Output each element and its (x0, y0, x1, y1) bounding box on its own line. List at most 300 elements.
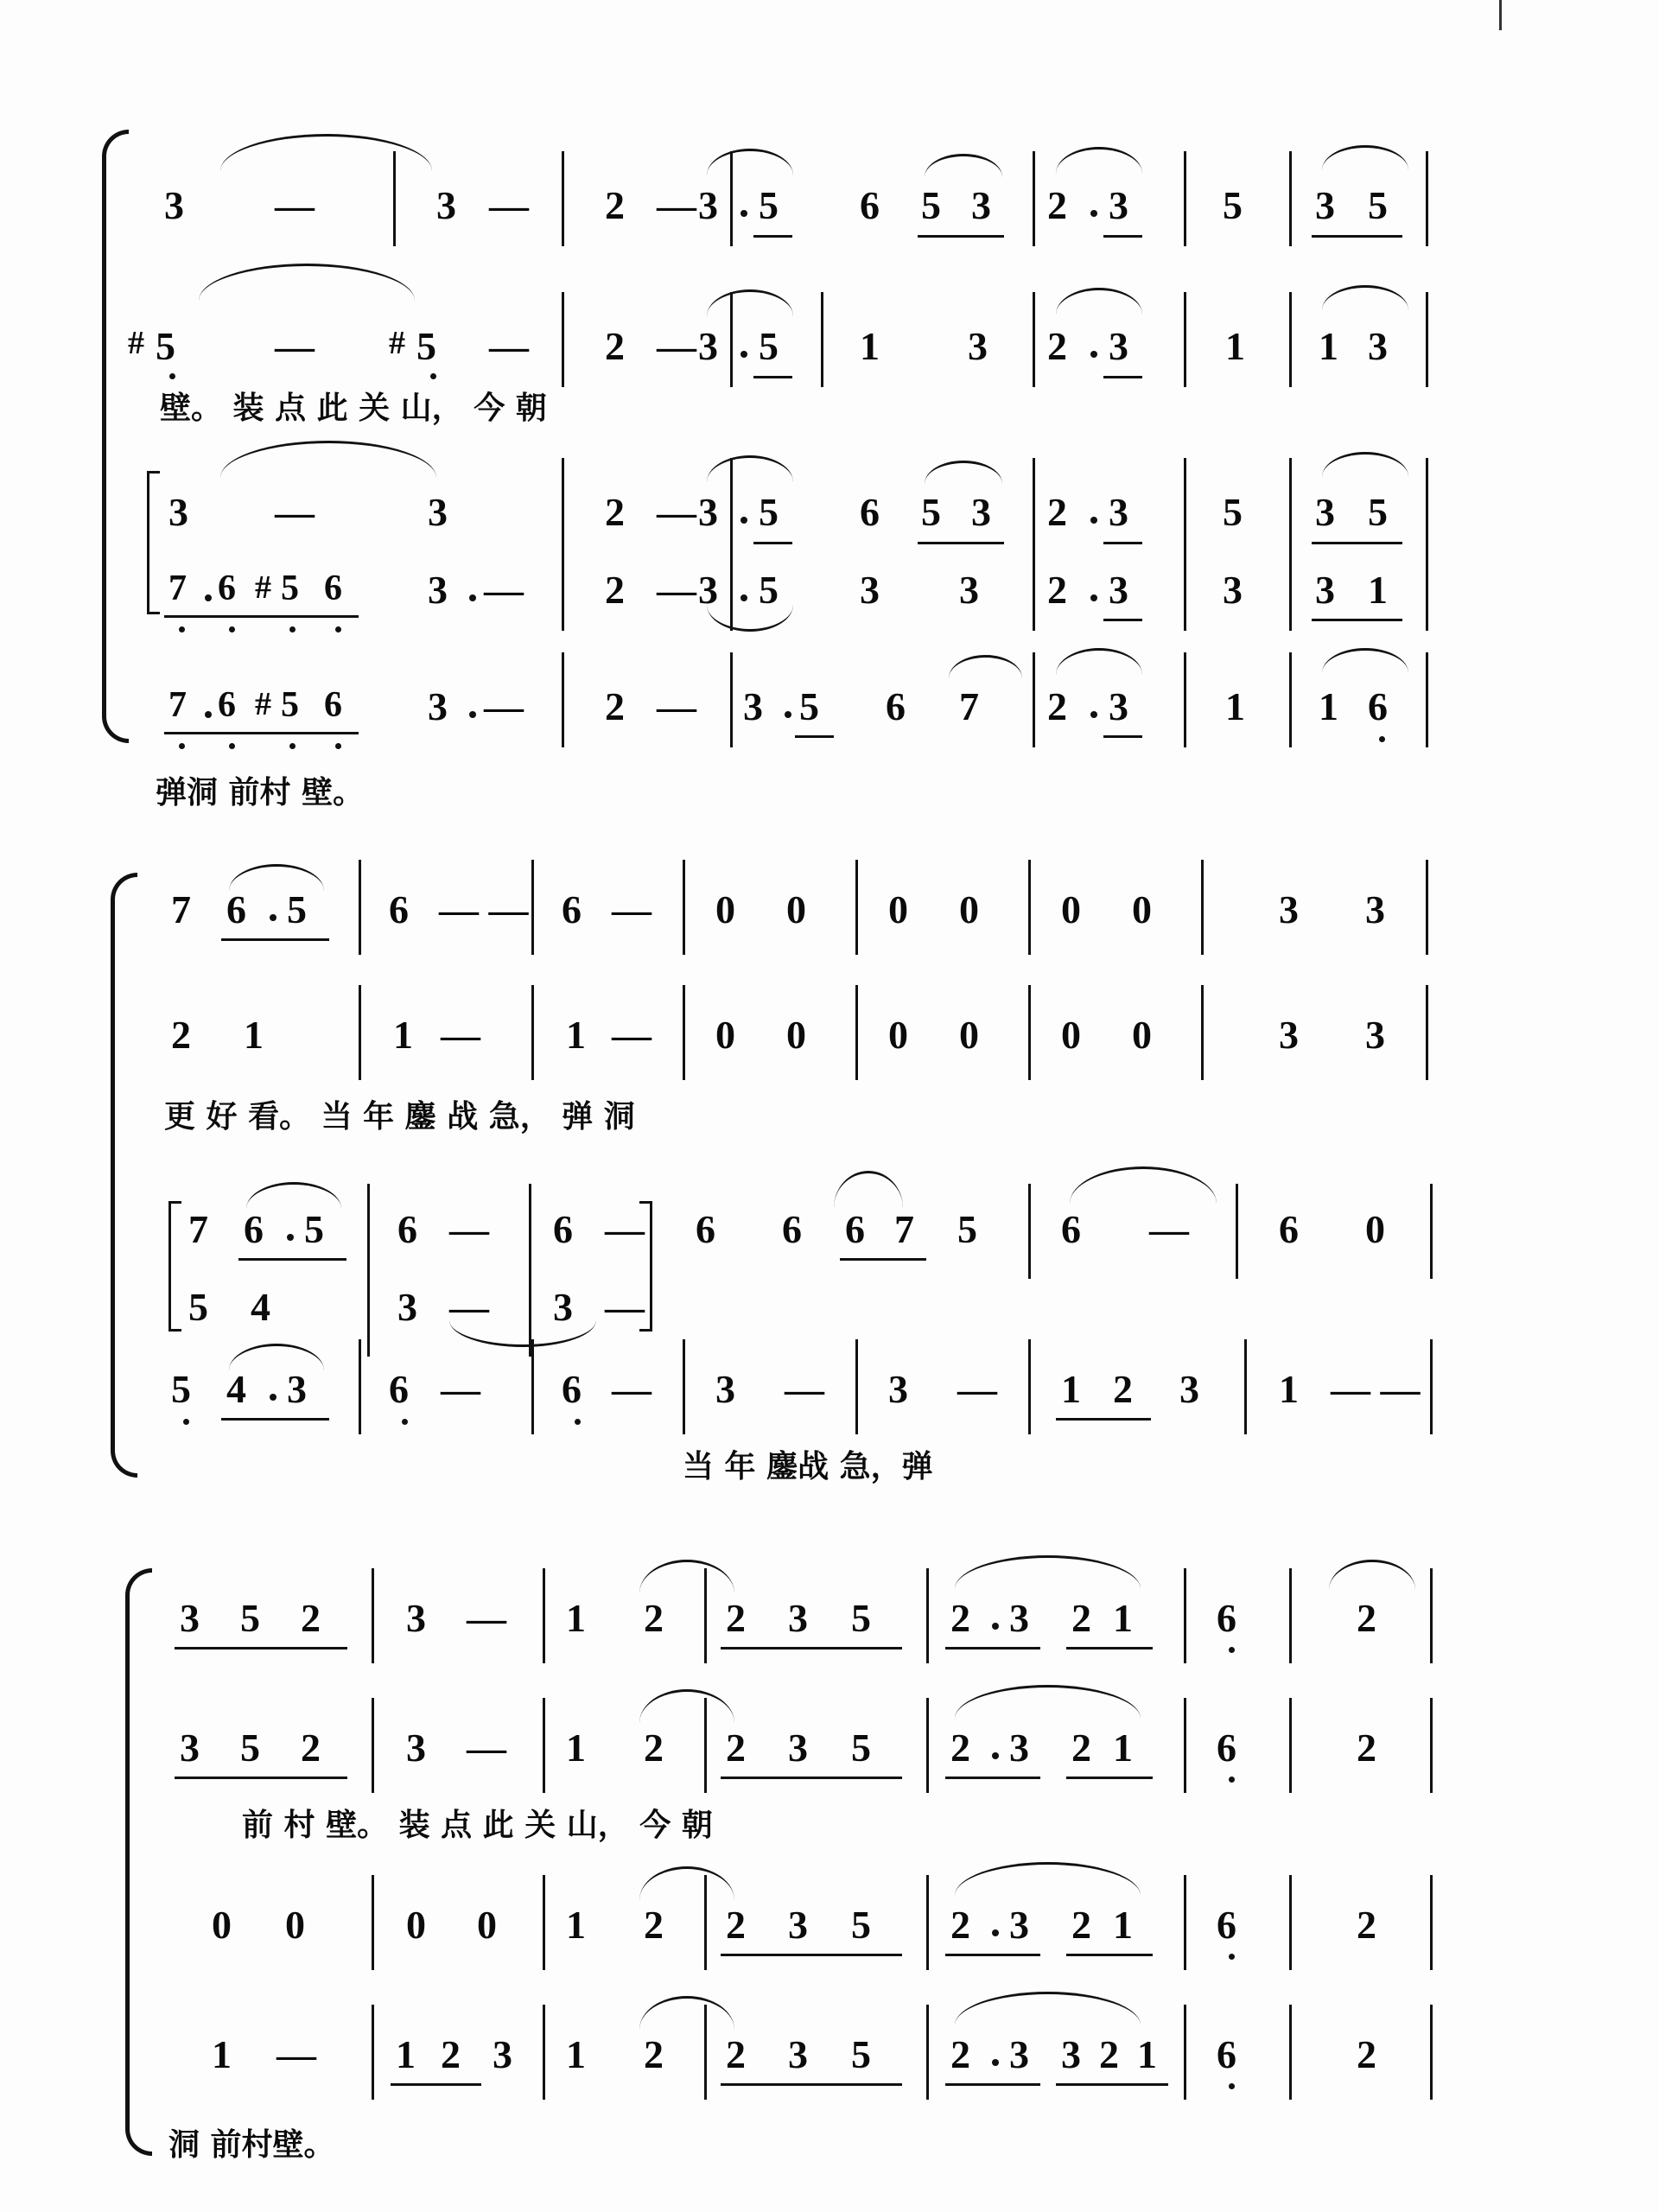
barline (543, 2005, 545, 2100)
beam (1056, 2083, 1168, 2086)
barline (372, 2005, 374, 2100)
beam (1103, 376, 1142, 378)
beam (840, 1258, 926, 1261)
barline (704, 1698, 707, 1793)
augmentation-dot (270, 1394, 276, 1401)
slur-icon (925, 461, 1002, 484)
note: 7 (959, 684, 979, 728)
note: 2 (1071, 1596, 1091, 1640)
note: 0 (959, 887, 979, 931)
note: 2 (1047, 490, 1067, 534)
note: 1 (1279, 1367, 1299, 1411)
beam (164, 732, 359, 734)
note: 3 (715, 1367, 735, 1411)
slur-icon (639, 1866, 734, 1900)
note: 6 (553, 1207, 573, 1251)
note: 0 (888, 887, 908, 931)
note: 2 (1357, 2032, 1376, 2076)
note: 3 (698, 490, 718, 534)
augmentation-dot (205, 711, 212, 718)
note: 2 (1071, 1903, 1091, 1947)
slur-icon (220, 134, 432, 171)
note: 5 (759, 568, 779, 612)
note: 3 (1223, 568, 1243, 612)
octave-dot-low (1229, 1647, 1235, 1653)
note: 5 (759, 490, 779, 534)
note: 6 (324, 685, 342, 725)
barline (1430, 1875, 1433, 1970)
barline (1430, 1698, 1433, 1793)
beam (1066, 1777, 1153, 1779)
note: 3 (428, 684, 448, 728)
barline (543, 1698, 545, 1793)
barline (1033, 292, 1035, 387)
barline (1184, 652, 1186, 747)
octave-dot-low (1229, 2083, 1235, 2089)
note: 3 (1109, 684, 1128, 728)
note: 3 (698, 568, 718, 612)
note-dash: — (657, 490, 696, 534)
note: 5 (1368, 183, 1388, 227)
note: 1 (1113, 1596, 1133, 1640)
barline (1184, 1568, 1186, 1663)
note: 5 (171, 1367, 191, 1411)
note: 7 (168, 569, 187, 608)
barline (1033, 652, 1035, 747)
note: 2 (1357, 1726, 1376, 1770)
barline (683, 985, 685, 1080)
note: 2 (301, 1726, 321, 1770)
barline (1184, 292, 1186, 387)
note: 0 (1365, 1207, 1385, 1251)
note: 1 (566, 1596, 586, 1640)
note: 6 (1217, 1903, 1236, 1947)
note: 5 (851, 1903, 871, 1947)
note: 5 (281, 569, 299, 608)
note: 3 (397, 1285, 417, 1329)
octave-dot-low (169, 373, 175, 379)
augmentation-dot (741, 351, 747, 358)
note: 5 (1223, 490, 1243, 534)
voice-group-brace-left (168, 1201, 181, 1332)
note: 3 (1368, 324, 1388, 368)
barline (1289, 1875, 1292, 1970)
beam (753, 376, 792, 378)
barline (359, 1339, 361, 1434)
barline (1028, 985, 1031, 1080)
note: 6 (324, 569, 342, 608)
note: 3 (1109, 568, 1128, 612)
barline (1430, 1339, 1433, 1434)
system-3-brace (125, 1568, 152, 2156)
beam (1312, 619, 1402, 621)
note: 3 (860, 568, 880, 612)
note: 3 (971, 183, 991, 227)
beam (945, 1954, 1040, 1956)
note: 3 (436, 183, 456, 227)
note: 5 (957, 1207, 977, 1251)
barline (926, 1698, 929, 1793)
note-dash: — (484, 684, 524, 728)
octave-dot-low (335, 743, 341, 749)
note: 2 (726, 1596, 746, 1640)
note: 6 (860, 183, 880, 227)
beam (721, 2083, 902, 2086)
note: 2 (726, 1726, 746, 1770)
octave-dot-low (179, 743, 185, 749)
barline (1244, 1339, 1247, 1434)
note: 5 (851, 1596, 871, 1640)
augmentation-dot (1090, 210, 1097, 217)
note: 3 (1009, 1726, 1029, 1770)
note: 5 (240, 1726, 260, 1770)
note: 1 (860, 324, 880, 368)
note-dash: — (441, 1367, 480, 1411)
barline (543, 1568, 545, 1663)
note-dash: — (605, 1207, 645, 1251)
slur-icon (220, 441, 436, 478)
note: 1 (566, 1726, 586, 1770)
note-dash: — (1149, 1207, 1189, 1251)
note: 2 (441, 2032, 461, 2076)
slur-icon (955, 1555, 1141, 1589)
note: 3 (888, 1367, 908, 1411)
barline (562, 652, 564, 747)
note: 3 (1315, 490, 1335, 534)
note: 2 (171, 1013, 191, 1057)
note: 0 (959, 1013, 979, 1057)
note-dash: — (441, 1013, 480, 1057)
augmentation-dot (785, 711, 791, 718)
note-dash: — (657, 684, 696, 728)
barline (683, 860, 685, 955)
note: 5 (851, 2032, 871, 2076)
note: 3 (959, 568, 979, 612)
barline (372, 1568, 374, 1663)
note: 3 (1109, 324, 1128, 368)
barline (531, 1339, 534, 1434)
beam (945, 2083, 1040, 2086)
slur-icon (834, 1171, 903, 1208)
note-dash: — (612, 887, 652, 931)
note: 2 (644, 1596, 664, 1640)
barline (1426, 292, 1428, 387)
note-dash: — (612, 1367, 652, 1411)
note: 2 (726, 2032, 746, 2076)
barline (1426, 151, 1428, 246)
barline (1426, 536, 1428, 631)
augmentation-dot (992, 1752, 999, 1759)
note: 0 (888, 1013, 908, 1057)
note-dash: — (449, 1285, 489, 1329)
note-dash: — (484, 568, 524, 612)
augmentation-dot (992, 2059, 999, 2066)
note: 5 (416, 324, 436, 368)
note-dash: — (467, 1596, 506, 1640)
slur-icon (925, 154, 1002, 177)
barline (1289, 151, 1292, 246)
slur-icon (1322, 452, 1408, 477)
augmentation-dot (1090, 594, 1097, 601)
note: 3 (1061, 2032, 1081, 2076)
note: 3 (1109, 490, 1128, 534)
beam (1066, 1647, 1153, 1649)
note: 7 (168, 685, 187, 725)
note-dash: — — (439, 887, 529, 931)
note: 6 (1061, 1207, 1081, 1251)
note: 0 (786, 887, 806, 931)
note: 1 (212, 2032, 232, 2076)
note: 6 (226, 887, 246, 931)
slur-icon (949, 655, 1022, 678)
beam (1103, 542, 1142, 544)
note: 2 (644, 1726, 664, 1770)
note: 3 (428, 490, 448, 534)
note: 1 (566, 1903, 586, 1947)
augmentation-dot (205, 594, 212, 601)
note: 0 (212, 1903, 232, 1947)
note: 2 (1357, 1903, 1376, 1947)
beam (721, 1777, 902, 1779)
note: 6 (1368, 684, 1388, 728)
slur-icon (707, 149, 793, 175)
octave-dot-low (289, 626, 296, 632)
note: 2 (1047, 684, 1067, 728)
note: 3 (698, 183, 718, 227)
note: 2 (1071, 1726, 1091, 1770)
note-dash: — (785, 1367, 824, 1411)
note: 3 (1009, 2032, 1029, 2076)
beam (175, 1647, 347, 1649)
note-dash: — (275, 324, 315, 368)
note: 3 (788, 1596, 808, 1640)
note-dash: — (489, 183, 529, 227)
note: 2 (1047, 568, 1067, 612)
system-2-brace (111, 873, 137, 1478)
beam (1103, 235, 1142, 238)
note: 3 (1109, 183, 1128, 227)
note: 5 (921, 183, 941, 227)
note: 6 (860, 490, 880, 534)
barline (531, 860, 534, 955)
note: 5 (188, 1285, 208, 1329)
note: 5 (1368, 490, 1388, 534)
note: 2 (644, 1903, 664, 1947)
s3-lyric-2: 洞 前村壁。 (168, 2127, 335, 2163)
octave-dot-low (179, 626, 185, 632)
note: 1 (1225, 684, 1245, 728)
note: 5 (1223, 183, 1243, 227)
note: 6 (1279, 1207, 1299, 1251)
note: 0 (285, 1903, 305, 1947)
beam (795, 735, 834, 738)
note: 3 (788, 1726, 808, 1770)
barline (1430, 1184, 1433, 1279)
note: 1 (1113, 1726, 1133, 1770)
beam (918, 235, 1004, 238)
note-dash: — (612, 1013, 652, 1057)
barline (372, 1698, 374, 1793)
barline (367, 1262, 370, 1357)
octave-dot-low (229, 743, 235, 749)
beam (945, 1777, 1040, 1779)
note: 0 (406, 1903, 426, 1947)
scan-edge-mark (1499, 0, 1502, 30)
octave-dot-low (1229, 1777, 1235, 1783)
barline (1289, 652, 1292, 747)
barline (1426, 652, 1428, 747)
note: 0 (715, 1013, 735, 1057)
octave-dot-low (229, 626, 235, 632)
barline (1184, 1698, 1186, 1793)
beam (753, 542, 792, 544)
beam (1103, 735, 1142, 738)
octave-dot-low (183, 1419, 189, 1425)
s1-lyric-2: 弹洞 前村 壁。 (156, 775, 365, 810)
augmentation-dot (469, 711, 476, 718)
note: 2 (950, 1726, 970, 1770)
note: 7 (894, 1207, 914, 1251)
octave-dot-low (402, 1419, 408, 1425)
voice-group-brace (147, 471, 160, 614)
note: 2 (605, 684, 625, 728)
barline (730, 652, 733, 747)
barline (562, 292, 564, 387)
note: 7 (171, 887, 191, 931)
barline (562, 151, 564, 246)
s1-lyric-1: 壁。 装 点 此 关 山， 今 朝 (160, 391, 547, 426)
note: 6 (886, 684, 906, 728)
note: 3 (180, 1726, 200, 1770)
note: 3 (1279, 887, 1299, 931)
beam (221, 938, 329, 941)
note: 5 (304, 1207, 324, 1251)
barline (543, 1875, 545, 1970)
barline (855, 860, 858, 955)
barline (1028, 1184, 1031, 1279)
slur-icon (1322, 145, 1408, 170)
note: 6 (562, 887, 582, 931)
note: 1 (1113, 1903, 1133, 1947)
note: 1 (1368, 568, 1388, 612)
note: 2 (644, 2032, 664, 2076)
barline (1289, 1698, 1292, 1793)
sharp-sign: # (128, 325, 144, 361)
slur-icon (955, 1862, 1141, 1896)
barline (926, 2005, 929, 2100)
note: 3 (788, 1903, 808, 1947)
note: 2 (1047, 183, 1067, 227)
note: 3 (1279, 1013, 1299, 1057)
barline (372, 1875, 374, 1970)
note: 3 (1315, 568, 1335, 612)
note: 1 (566, 1013, 586, 1057)
barline (1028, 1339, 1031, 1434)
note: 3 (406, 1726, 426, 1770)
note: 6 (1217, 1596, 1236, 1640)
note: 1 (1319, 324, 1338, 368)
augmentation-dot (1090, 517, 1097, 524)
note-dash: — (276, 2032, 316, 2076)
note: 2 (1113, 1367, 1133, 1411)
note: 3 (493, 2032, 512, 2076)
barline (562, 536, 564, 631)
slur-icon (639, 1689, 734, 1723)
note: 5 (799, 684, 819, 728)
barline (1033, 151, 1035, 246)
note: 3 (1365, 1013, 1385, 1057)
note: 0 (1061, 887, 1081, 931)
slur-icon (955, 1685, 1141, 1719)
note: 2 (950, 1596, 970, 1640)
augmentation-dot (992, 1929, 999, 1936)
barline (1201, 985, 1204, 1080)
barline (393, 151, 396, 246)
note: 2 (1047, 324, 1067, 368)
note: 5 (287, 887, 307, 931)
note: 0 (786, 1013, 806, 1057)
beam (1312, 542, 1402, 544)
slur-icon (1329, 1560, 1415, 1590)
beam (1066, 1954, 1153, 1956)
note: 1 (393, 1013, 413, 1057)
note-dash: — (275, 183, 315, 227)
note: 6 (1217, 1726, 1236, 1770)
note: 3 (287, 1367, 307, 1411)
barline (926, 1875, 929, 1970)
s2-lyric-1: 更 好 看。 当 年 鏖 战 急， 弹 洞 (164, 1099, 635, 1135)
barline (821, 292, 823, 387)
octave-dot-low (430, 373, 436, 379)
s3-lyric-1: 前 村 壁。 装 点 此 关 山， 今 朝 (242, 1808, 713, 1843)
note: 5 (156, 324, 175, 368)
barline (359, 860, 361, 955)
beam (753, 235, 792, 238)
note: 2 (726, 1903, 746, 1947)
note: 1 (566, 2032, 586, 2076)
note-dash: — (605, 1285, 645, 1329)
barline (359, 985, 361, 1080)
slur-icon (1056, 648, 1142, 675)
augmentation-dot (741, 210, 747, 217)
note: 3 (788, 2032, 808, 2076)
beam (1056, 1418, 1151, 1421)
octave-dot-low (1229, 1954, 1235, 1960)
barline (531, 985, 534, 1080)
beam (945, 1647, 1040, 1649)
beam (721, 1647, 902, 1649)
barline (1430, 1568, 1433, 1663)
barline (1184, 2005, 1186, 2100)
augmentation-dot (270, 914, 276, 921)
note-dash: — (957, 1367, 997, 1411)
note: 1 (1319, 684, 1338, 728)
note: 6 (389, 1367, 409, 1411)
barline (1033, 536, 1035, 631)
note: 6 (218, 569, 236, 608)
note-dash: — — (1331, 1367, 1421, 1411)
barline (1184, 1875, 1186, 1970)
system-1-brace (102, 130, 129, 743)
note-dash: — (449, 1207, 489, 1251)
slur-icon (1070, 1166, 1217, 1204)
note: 6 (696, 1207, 715, 1251)
note: 2 (605, 568, 625, 612)
note: 3 (180, 1596, 200, 1640)
note: 7 (188, 1207, 208, 1251)
note: 3 (168, 490, 188, 534)
slur-icon (1322, 285, 1408, 310)
